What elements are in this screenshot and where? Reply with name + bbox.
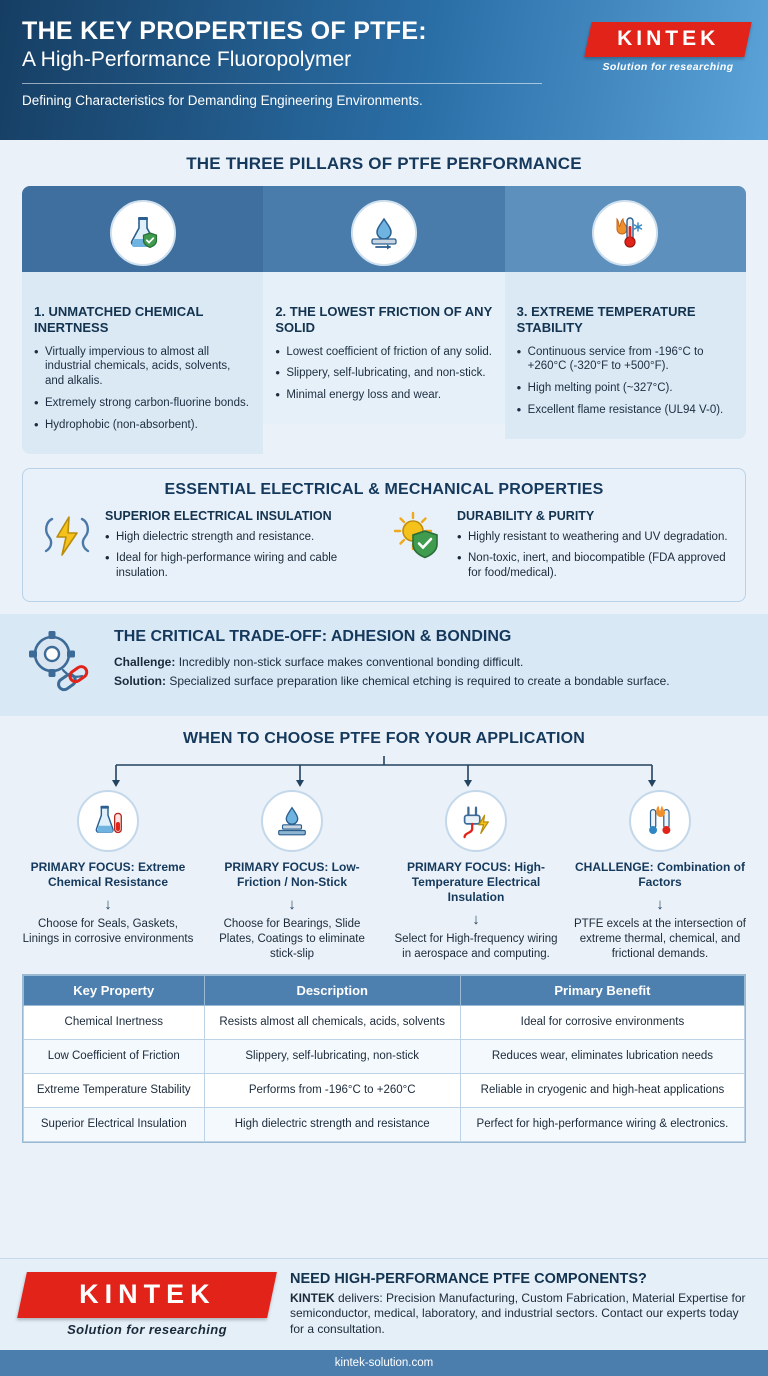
thermometer-fire-snow-icon [592, 200, 658, 266]
footer-logo-badge [17, 1272, 277, 1318]
choose-focus-4: CHALLENGE: Combination of Factors [575, 860, 745, 889]
choose-column-2 [200, 790, 384, 962]
choose-column-3 [384, 790, 568, 962]
footer-brand: KINTEK [290, 1290, 335, 1305]
table-cell: Superior Electrical Insulation [24, 1107, 205, 1141]
choose-desc-3: Select for High-frequency wiring in aerospace and computing. [394, 933, 558, 960]
header-logo [588, 22, 748, 73]
table-cell: Performs from -196°C to +260°C [204, 1073, 460, 1107]
choose-focus-1: PRIMARY FOCUS: Extreme Chemical Resistance [30, 860, 186, 889]
page-footer [0, 1258, 768, 1350]
droplet-slide-plate-icon [261, 790, 323, 852]
list-item: • Excellent flame resistance (UL94 V-0). [517, 403, 734, 418]
table-cell: High dielectric strength and resistance [204, 1107, 460, 1141]
lightning-bolt-icon [39, 509, 95, 587]
choose-focus-2: PRIMARY FOCUS: Low-Friction / Non-Stick [224, 860, 360, 889]
footer-heading: NEED HIGH-PERFORMANCE PTFE COMPONENTS? [290, 1270, 647, 1287]
pillar-card-1 [22, 186, 263, 454]
panel-heading-durability: DURABILITY & PURITY [457, 509, 595, 524]
table-cell: Low Coefficient of Friction [24, 1039, 205, 1073]
list-item: • Non-toxic, inert, and biocompatible (FDA approved for food/medical). [457, 551, 729, 581]
electrical-mechanical-panel [22, 468, 746, 602]
list-item: • Virtually impervious to almost all industrial chemicals, acids, solvents, and alkalis. [34, 345, 251, 390]
table-row [24, 1107, 745, 1141]
footer-logo-tagline: Solution for researching [67, 1321, 227, 1337]
sun-shield-icon [391, 509, 447, 587]
plug-bolt-icon [445, 790, 507, 852]
tradeoff-challenge-label: Challenge: [114, 655, 176, 669]
tradeoff-solution [114, 673, 746, 689]
table-cell: Slippery, self-lubricating, non-stick [204, 1039, 460, 1073]
pillar-heading-1: 1. UNMATCHED CHEMICAL INERTNESS [34, 304, 204, 336]
footer-body-text: delivers: Precision Manufacturing, Custom Fabrication, Material Expertise for semiconductor, medical, laboratory, and industrial sectors. Contact our experts today for a consultation. [290, 1290, 746, 1337]
pillar-card-2 [263, 186, 504, 454]
list-item: • High dielectric strength and resistance. [105, 530, 377, 545]
list-item: • Ideal for high-performance wiring and cable insulation. [105, 551, 377, 581]
footer-logo-text: KINTEK [78, 1278, 216, 1309]
flask-shield-icon [110, 200, 176, 266]
choose-arrow-1: ↓ [104, 896, 112, 913]
choose-arrow-3: ↓ [472, 911, 480, 928]
tradeoff-challenge-text: Incredibly non-stick surface makes conventional bonding difficult. [178, 655, 524, 669]
pillar-body-1 [22, 272, 263, 454]
list-item: • Lowest coefficient of friction of any solid. [275, 345, 492, 360]
footer-url-bar[interactable] [0, 1350, 768, 1376]
logo-badge [584, 22, 751, 57]
tradeoff-title: THE CRITICAL TRADE-OFF: ADHESION & BONDING [114, 628, 512, 645]
list-item: • Highly resistant to weathering and UV degradation. [457, 530, 729, 545]
pillar-body-3 [505, 272, 746, 439]
pillar-heading-2: 2. THE LOWEST FRICTION OF ANY SOLID [275, 304, 492, 336]
choose-focus-3: PRIMARY FOCUS: High-Temperature Electrical Insulation [407, 860, 545, 904]
pillar-bullets-2 [275, 345, 492, 404]
pillar-bullets-3 [517, 345, 734, 419]
choose-section [0, 716, 768, 962]
list-item: • Continuous service from -196°C to +260°C (-320°F to +500°F). [517, 345, 734, 375]
list-item: • Hydrophobic (non-absorbent). [34, 418, 251, 433]
pillars-section [0, 140, 768, 454]
pillar-bullets-1 [34, 345, 251, 434]
table-cell: Extreme Temperature Stability [24, 1073, 205, 1107]
table-cell: Reliable in cryogenic and high-heat applications [460, 1073, 744, 1107]
choose-columns [16, 790, 752, 962]
choose-desc-1: Choose for Seals, Gaskets, Linings in corrosive environments [22, 918, 194, 945]
footer-url[interactable]: kintek-solution.com [334, 1357, 434, 1369]
choose-connector-tree [16, 756, 752, 790]
panel-heading-electrical: SUPERIOR ELECTRICAL INSULATION [105, 509, 332, 524]
choose-title: WHEN TO CHOOSE PTFE FOR YOUR APPLICATION [182, 730, 586, 747]
tradeoff-solution-text: Specialized surface preparation like chemical etching is required to create a bondable surface. [169, 674, 670, 689]
table-header-cell: Description [204, 975, 460, 1005]
droplet-slide-icon [351, 200, 417, 266]
list-item: • Slippery, self-lubricating, and non-stick. [275, 366, 492, 381]
pillar-body-2 [263, 272, 504, 424]
tradeoff-section [0, 614, 768, 716]
table-header-cell: Primary Benefit [460, 975, 744, 1005]
table-cell: Chemical Inertness [24, 1005, 205, 1039]
table-header-row [24, 975, 745, 1005]
choose-column-1 [16, 790, 200, 962]
panel-title: ESSENTIAL ELECTRICAL & MECHANICAL PROPERTIES [164, 481, 604, 499]
panel-column-electrical [39, 509, 377, 587]
choose-desc-2: Choose for Bearings, Slide Plates, Coatings to eliminate stick-slip [219, 918, 365, 960]
table-cell: Reduces wear, eliminates lubrication needs [460, 1039, 744, 1073]
footer-body [290, 1291, 746, 1338]
choose-desc-4: PTFE excels at the intersection of extreme thermal, chemical, and frictional demands. [574, 918, 746, 960]
pillar-top-1 [22, 186, 263, 272]
logo-text: KINTEK [617, 27, 720, 50]
table-header-cell: Key Property [24, 975, 205, 1005]
summary-table [22, 974, 746, 1143]
gear-chain-link-icon [22, 628, 100, 700]
pillar-top-2 [263, 186, 504, 272]
choose-arrow-2: ↓ [288, 896, 296, 913]
table-row [24, 1073, 745, 1107]
thermometers-fire-icon [629, 790, 691, 852]
tradeoff-solution-label: Solution: [114, 674, 166, 689]
table-row [24, 1039, 745, 1073]
pillar-top-3 [505, 186, 746, 272]
table-cell: Resists almost all chemicals, acids, solvents [204, 1005, 460, 1039]
page-subtitle: A High-Performance Fluoropolymer [22, 48, 352, 72]
page-header [0, 0, 768, 140]
list-item: • Minimal energy loss and wear. [275, 388, 492, 403]
pillars-title: THE THREE PILLARS OF PTFE PERFORMANCE [186, 154, 582, 173]
table-cell: Ideal for corrosive environments [460, 1005, 744, 1039]
chemical-flasks-icon [77, 790, 139, 852]
table-row [24, 1005, 745, 1039]
list-item: • High melting point (~327°C). [517, 381, 734, 396]
table-cell: Perfect for high-performance wiring & electronics. [460, 1107, 744, 1141]
pillar-card-3 [505, 186, 746, 454]
choose-arrow-4: ↓ [656, 896, 664, 913]
panel-column-durability [391, 509, 729, 587]
tradeoff-challenge [114, 654, 746, 670]
pillars-row [22, 186, 746, 454]
page-tagline: Defining Characteristics for Demanding Engineering Environments. [22, 93, 423, 109]
logo-tagline: Solution for researching [602, 61, 734, 73]
choose-column-4 [568, 790, 752, 962]
footer-logo [22, 1272, 272, 1337]
list-item: • Extremely strong carbon-fluorine bonds. [34, 396, 251, 411]
header-divider [22, 83, 542, 84]
pillar-heading-3: 3. EXTREME TEMPERATURE STABILITY [516, 304, 696, 336]
page-title: THE KEY PROPERTIES OF PTFE: [22, 17, 427, 45]
